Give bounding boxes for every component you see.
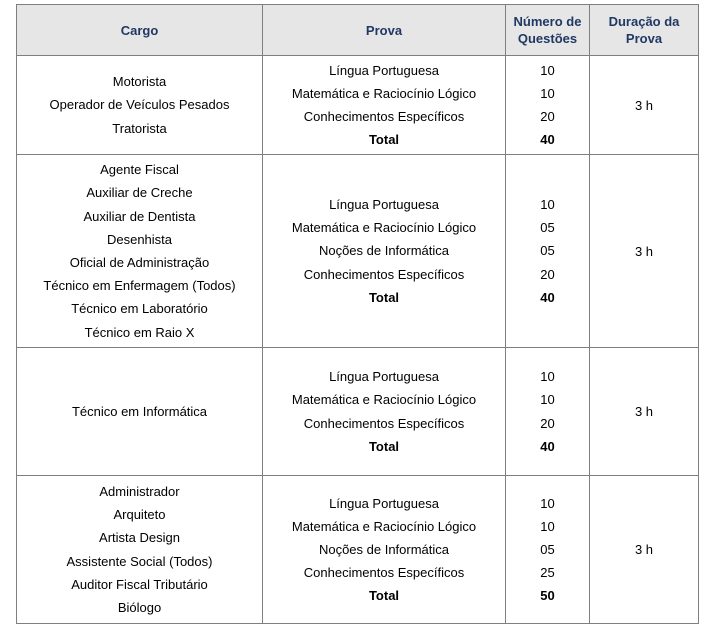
total-value: 50 (540, 588, 555, 604)
header-duracao-line2: Prova (625, 31, 663, 46)
table-row (17, 155, 699, 348)
total-label: Total (368, 588, 400, 604)
prova-item: Matemática e Raciocínio Lógico (291, 518, 477, 534)
prova-cell (263, 348, 506, 476)
cargo-item: Técnico em Enfermagem (Todos) (43, 278, 236, 294)
prova-item: Conhecimentos Específicos (303, 266, 465, 282)
cargo-item: Técnico em Raio X (84, 324, 195, 340)
prova-item: Matemática e Raciocínio Lógico (291, 220, 477, 236)
cargo-item: Assistente Social (Todos) (66, 553, 213, 569)
cargo-item: Agente Fiscal (100, 162, 179, 178)
cargo-item: Auxiliar de Creche (86, 185, 193, 201)
duracao-value: 3 h (634, 404, 654, 419)
cargo-item: Auxiliar de Dentista (83, 208, 196, 224)
cargo-item: Motorista (112, 74, 167, 90)
prova-item: Língua Portuguesa (329, 62, 439, 78)
cargo-cell (17, 348, 263, 476)
duracao-value: 3 h (634, 243, 654, 259)
total-label: Total (368, 438, 400, 454)
questoes-item: 10 (540, 392, 555, 408)
cargo-item: Técnico em Informática (71, 403, 208, 419)
duracao-cell (590, 348, 699, 476)
table-row (17, 348, 699, 476)
prova-item: Língua Portuguesa (329, 369, 439, 385)
questoes-item: 25 (540, 565, 555, 581)
cargo-cell (17, 476, 263, 624)
questoes-item: 10 (540, 369, 555, 385)
questoes-item: 20 (540, 266, 555, 282)
prova-cell (263, 155, 506, 348)
cargo-cell (17, 56, 263, 155)
questoes-item: 10 (540, 197, 555, 213)
table-row (17, 56, 699, 155)
questoes-cell (506, 348, 590, 476)
duracao-cell (590, 56, 699, 155)
header-prova: Prova (263, 5, 506, 56)
prova-item: Língua Portuguesa (329, 495, 439, 511)
questoes-item: 05 (540, 243, 555, 259)
cargo-item: Técnico em Laboratório (71, 301, 208, 317)
cargo-item: Tratorista (112, 120, 167, 136)
header-cargo: Cargo (17, 5, 263, 56)
questoes-item: 05 (540, 220, 555, 236)
exam-table (16, 4, 699, 624)
prova-item: Matemática e Raciocínio Lógico (291, 85, 477, 101)
questoes-cell (506, 476, 590, 624)
header-row (17, 5, 699, 56)
questoes-item: 20 (540, 109, 555, 124)
prova-item: Matemática e Raciocínio Lógico (291, 392, 477, 408)
prova-item: Conhecimentos Específicos (303, 415, 465, 431)
header-duracao-line1: Duração da (608, 14, 680, 29)
total-value: 40 (540, 289, 555, 305)
prova-cell (263, 476, 506, 624)
total-label: Total (368, 289, 400, 305)
cargo-item: Operador de Veículos Pesados (49, 97, 230, 113)
cargo-item: Biólogo (117, 599, 162, 615)
header-numero-questoes (506, 5, 590, 56)
questoes-item: 05 (540, 541, 555, 557)
questoes-item: 20 (540, 415, 555, 431)
cargo-cell (17, 155, 263, 348)
cargo-item: Desenhista (106, 231, 173, 247)
cargo-item: Oficial de Administração (69, 255, 210, 270)
questoes-item: 10 (540, 518, 555, 534)
questoes-cell (506, 155, 590, 348)
questoes-item: 10 (540, 62, 555, 78)
cargo-item: Arquiteto (113, 507, 166, 523)
questoes-item: 10 (540, 495, 555, 511)
total-value: 40 (540, 438, 555, 454)
prova-item: Língua Portuguesa (329, 197, 439, 213)
prova-item: Conhecimentos Específicos (303, 109, 465, 124)
table-row (17, 476, 699, 624)
cargo-item: Artista Design (99, 530, 180, 546)
header-numero-line1: Número de (513, 14, 582, 29)
total-value: 40 (540, 132, 555, 148)
cargo-item: Administrador (99, 483, 180, 499)
duracao-cell (590, 476, 699, 624)
questoes-item: 10 (540, 85, 555, 101)
prova-cell (263, 56, 506, 155)
duracao-cell (590, 155, 699, 348)
duracao-value: 3 h (634, 97, 654, 113)
cargo-item: Auditor Fiscal Tributário (71, 576, 208, 592)
header-numero-line2: Questões (517, 31, 578, 46)
prova-item: Noções de Informática (318, 243, 450, 259)
prova-item: Conhecimentos Específicos (303, 565, 465, 581)
questoes-cell (506, 56, 590, 155)
duracao-value: 3 h (634, 542, 654, 557)
prova-item: Noções de Informática (318, 541, 450, 557)
header-duracao (590, 5, 699, 56)
total-label: Total (368, 132, 400, 148)
